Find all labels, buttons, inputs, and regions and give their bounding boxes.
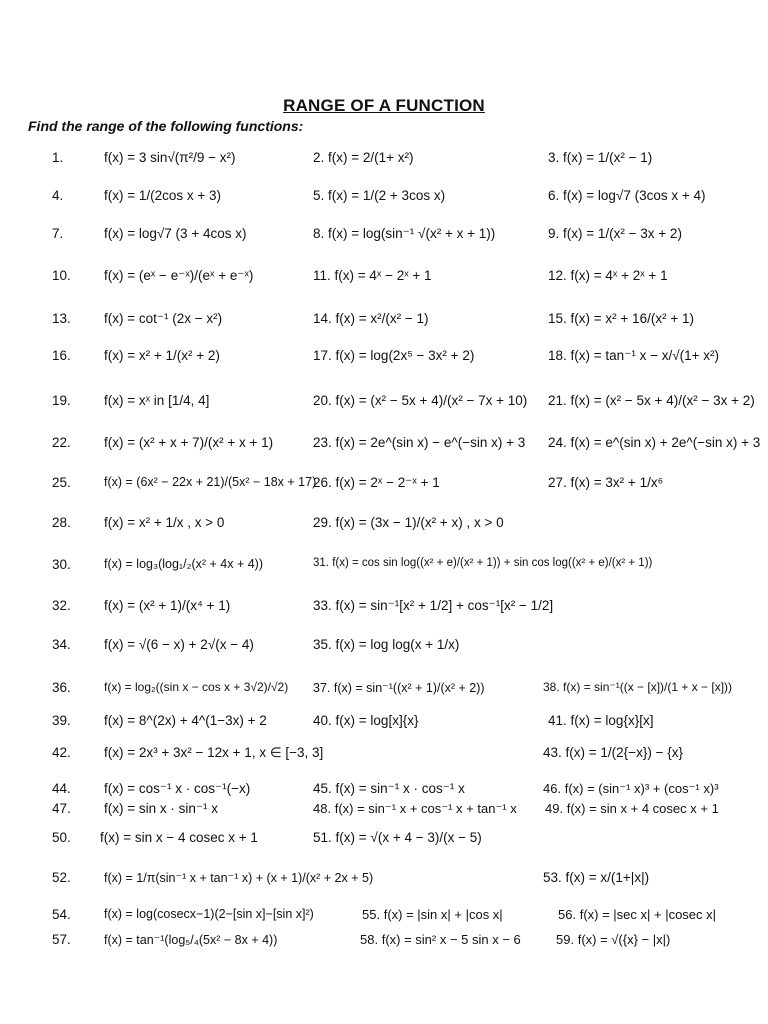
problem-number: 25. [52, 475, 71, 490]
problem-expression: f(x) = (x² + 1)/(x⁴ + 1) [104, 598, 231, 613]
problem-expression: f(x) = sin⁻¹((x − [x])/(1 + x − [x])) [563, 680, 733, 694]
problem-number: 13. [52, 311, 71, 326]
problem-expression: f(x) = |sin x| + |cos x| [383, 907, 503, 922]
problem-expression: f(x) = x² + 16/(x² + 1) [570, 311, 694, 326]
problem-expression: f(x) = x/(1+|x|) [565, 870, 650, 885]
problem-number: 18. [548, 348, 567, 363]
problem-number: 55. [362, 907, 381, 922]
problem-46 [543, 781, 719, 797]
problem-49 [545, 801, 719, 816]
problem-expression: f(x) = (sin⁻¹ x)³ + (cos⁻¹ x)³ [564, 781, 719, 796]
problem-expression: f(x) = log(2x⁵ − 3x² + 2) [335, 348, 475, 363]
problem-number: 52. [52, 870, 71, 885]
page-title: RANGE OF A FUNCTION [283, 96, 485, 115]
problem-number: 58. [360, 932, 379, 947]
problem-expression: f(x) = (eˣ − e⁻ˣ)/(eˣ + e⁻ˣ) [104, 268, 254, 283]
problem-14 [313, 311, 429, 326]
problem-40 [313, 713, 418, 728]
problem-number: 6. [548, 188, 560, 203]
problem-expression: f(x) = tan⁻¹ x − x/√(1+ x²) [570, 348, 719, 363]
problem-expression: f(x) = log₂((sin x − cos x + 3√2)/√2) [104, 680, 289, 694]
problem-expression: f(x) = sin⁻¹ x · cos⁻¹ x [335, 781, 465, 796]
problem-8 [313, 226, 495, 242]
problem-expression: f(x) = sin⁻¹ x + cos⁻¹ x + tan⁻¹ x [334, 801, 517, 816]
problem-2 [313, 150, 414, 165]
problem-expression: f(x) = 1/(x² − 3x + 2) [563, 226, 682, 241]
problem-number: 36. [52, 680, 71, 695]
problem-number: 31. [313, 557, 329, 569]
problem-6 [548, 188, 706, 203]
problem-45 [313, 781, 465, 797]
problem-expression: f(x) = cos sin log((x² + e)/(x² + 1)) + sin cos log((x² + e)/(x² + 1)) [332, 557, 653, 569]
problem-56 [558, 907, 716, 922]
problem-number: 7. [52, 226, 64, 241]
problem-number: 59. [556, 932, 575, 947]
problem-expression: f(x) = 4ˣ − 2ˣ + 1 [334, 268, 432, 283]
problem-number: 29. [313, 515, 332, 530]
problem-expression: f(x) = √(6 − x) + 2√(x − 4) [104, 637, 254, 652]
problem-number: 4. [52, 188, 64, 203]
problem-number: 33. [313, 598, 332, 613]
problem-number: 1. [52, 150, 64, 165]
problem-51 [313, 830, 482, 845]
problem-number: 26. [313, 475, 332, 490]
problem-number: 35. [313, 637, 332, 652]
problem-3 [548, 150, 652, 165]
problem-48 [313, 801, 517, 817]
problem-number: 17. [313, 348, 332, 363]
instruction-text: Find the range of the following functions: [28, 118, 304, 134]
problem-expression: f(x) = 1/(x² − 1) [563, 150, 653, 165]
problem-expression: f(x) = log[x]{x} [335, 713, 419, 728]
problem-expression: f(x) = (x² + x + 7)/(x² + x + 1) [104, 435, 274, 450]
problem-number: 12. [548, 268, 567, 283]
problem-expression: f(x) = (6x² − 22x + 21)/(5x² − 18x + 17) [104, 475, 317, 489]
problem-expression: f(x) = x² + 1/(x² + 2) [104, 348, 220, 363]
problem-number: 46. [543, 781, 562, 796]
problem-11 [313, 268, 432, 283]
problem-number: 37. [313, 681, 331, 695]
problem-number: 34. [52, 637, 71, 652]
problem-expression: f(x) = 3 sin√(π²/9 − x²) [104, 150, 236, 165]
problem-number: 44. [52, 781, 71, 796]
problem-number: 41. [548, 713, 567, 728]
problem-26 [313, 475, 440, 491]
problem-number: 24. [548, 435, 567, 450]
problem-expression: f(x) = |sec x| + |cosec x| [579, 907, 717, 922]
problem-expression: f(x) = sin⁻¹((x² + 1)/(x² + 2)) [333, 681, 485, 695]
problem-expression: f(x) = 1/(2cos x + 3) [104, 188, 222, 203]
problem-number: 39. [52, 713, 71, 728]
problem-expression: f(x) = log log(x + 1/x) [335, 637, 460, 652]
problem-58 [360, 932, 521, 947]
problem-24 [548, 435, 760, 450]
problem-expression: f(x) = 8^(2x) + 4^(1−3x) + 2 [104, 713, 267, 728]
problem-number: 28. [52, 515, 71, 530]
problem-31 [313, 557, 652, 569]
problem-expression: f(x) = 3x² + 1/x⁶ [570, 475, 664, 490]
problem-38 [543, 680, 732, 694]
problem-number: 49. [545, 801, 564, 816]
problem-expression: f(x) = sin⁻¹[x² + 1/2] + cos⁻¹[x² − 1/2] [335, 598, 554, 613]
problem-expression: f(x) = 2/(1+ x²) [328, 150, 414, 165]
problem-37 [313, 680, 485, 695]
problem-5 [313, 188, 445, 203]
problem-number: 53. [543, 870, 562, 885]
problem-number: 43. [543, 745, 562, 760]
problem-expression: f(x) = 2ˣ − 2⁻ˣ + 1 [335, 475, 440, 490]
problem-number: 10. [52, 268, 71, 283]
problem-53 [543, 870, 649, 885]
problem-41 [548, 713, 653, 728]
problem-expression: f(x) = 2e^(sin x) − e^(−sin x) + 3 [335, 435, 526, 450]
problem-number: 9. [548, 226, 560, 241]
problem-expression: f(x) = 2x³ + 3x² − 12x + 1, x ∈ [−3, 3] [104, 745, 324, 760]
problem-expression: f(x) = e^(sin x) + 2e^(−sin x) + 3 [570, 435, 761, 450]
problem-17 [313, 348, 474, 363]
problem-number: 32. [52, 598, 71, 613]
problem-number: 42. [52, 745, 71, 760]
problem-expression: f(x) = √(x + 4 − 3)/(x − 5) [335, 830, 482, 845]
problem-59 [556, 932, 670, 947]
problem-expression: f(x) = (x² − 5x + 4)/(x² − 3x + 2) [570, 393, 755, 408]
problem-20 [313, 393, 527, 408]
problem-33 [313, 598, 553, 614]
problem-expression: f(x) = xˣ in [1/4, 4] [104, 393, 210, 408]
problem-number: 15. [548, 311, 567, 326]
problem-number: 47. [52, 801, 71, 816]
problem-27 [548, 475, 663, 490]
problem-number: 16. [52, 348, 71, 363]
problem-expression: f(x) = sin x · sin⁻¹ x [104, 801, 219, 816]
problem-expression: f(x) = √({x} − |x|) [577, 932, 671, 947]
problem-expression: f(x) = cos⁻¹ x · cos⁻¹(−x) [104, 781, 251, 796]
problem-number: 56. [558, 907, 577, 922]
problem-expression: f(x) = 1/π(sin⁻¹ x + tan⁻¹ x) + (x + 1)/(x² + 2x + 5) [104, 871, 374, 885]
problem-expression: f(x) = sin x − 4 cosec x + 1 [100, 830, 258, 845]
problem-23 [313, 435, 525, 450]
problem-expression: f(x) = 1/(2 + 3cos x) [328, 188, 446, 203]
problem-expression: f(x) = cot⁻¹ (2x − x²) [104, 311, 223, 326]
problem-15 [548, 311, 694, 326]
problem-number: 11. [313, 268, 331, 283]
problem-expression: f(x) = 4ˣ + 2ˣ + 1 [570, 268, 668, 283]
problem-number: 3. [548, 150, 560, 165]
problem-expression: f(x) = log√7 (3cos x + 4) [563, 188, 706, 203]
problem-18 [548, 348, 719, 364]
problem-35 [313, 637, 459, 652]
problem-number: 5. [313, 188, 325, 203]
problem-expression: f(x) = 1/(2{−x}) − {x} [565, 745, 683, 760]
problem-number: 50. [52, 830, 71, 845]
problem-number: 20. [313, 393, 332, 408]
problem-number: 40. [313, 713, 332, 728]
problem-number: 22. [52, 435, 71, 450]
problem-number: 45. [313, 781, 332, 796]
problem-21 [548, 393, 755, 408]
problem-number: 8. [313, 226, 325, 241]
problem-number: 27. [548, 475, 567, 490]
problem-43 [543, 745, 683, 760]
problem-expression: f(x) = log(sin⁻¹ √(x² + x + 1)) [328, 226, 496, 241]
problem-number: 48. [313, 801, 332, 816]
problem-number: 23. [313, 435, 332, 450]
problem-number: 38. [543, 680, 560, 694]
problem-number: 2. [313, 150, 325, 165]
problem-12 [548, 268, 668, 283]
problem-number: 21. [548, 393, 567, 408]
problem-29 [313, 515, 504, 530]
problem-expression: f(x) = sin² x − 5 sin x − 6 [381, 932, 521, 947]
problem-expression: f(x) = tan⁻¹(log₅/₄(5x² − 8x + 4)) [104, 933, 278, 947]
problem-number: 57. [52, 932, 71, 947]
problem-number: 19. [52, 393, 71, 408]
problem-expression: f(x) = x² + 1/x , x > 0 [104, 515, 225, 530]
problem-expression: f(x) = log{x}[x] [570, 713, 654, 728]
problem-expression: f(x) = x²/(x² − 1) [335, 311, 429, 326]
problem-expression: f(x) = log√7 (3 + 4cos x) [104, 226, 247, 241]
problem-expression: f(x) = log₃(log₁/₂(x² + 4x + 4)) [104, 557, 263, 571]
problem-9 [548, 226, 682, 241]
problem-number: 14. [313, 311, 332, 326]
problem-number: 30. [52, 557, 71, 572]
problem-55 [362, 907, 503, 922]
problem-expression: f(x) = (x² − 5x + 4)/(x² − 7x + 10) [335, 393, 528, 408]
problem-expression: f(x) = log(cosecx−1)(2−[sin x]−[sin x]²) [104, 907, 314, 921]
problem-expression: f(x) = (3x − 1)/(x² + x) , x > 0 [335, 515, 504, 530]
problem-number: 51. [313, 830, 332, 845]
problem-number: 54. [52, 907, 71, 922]
problem-expression: f(x) = sin x + 4 cosec x + 1 [566, 801, 719, 816]
